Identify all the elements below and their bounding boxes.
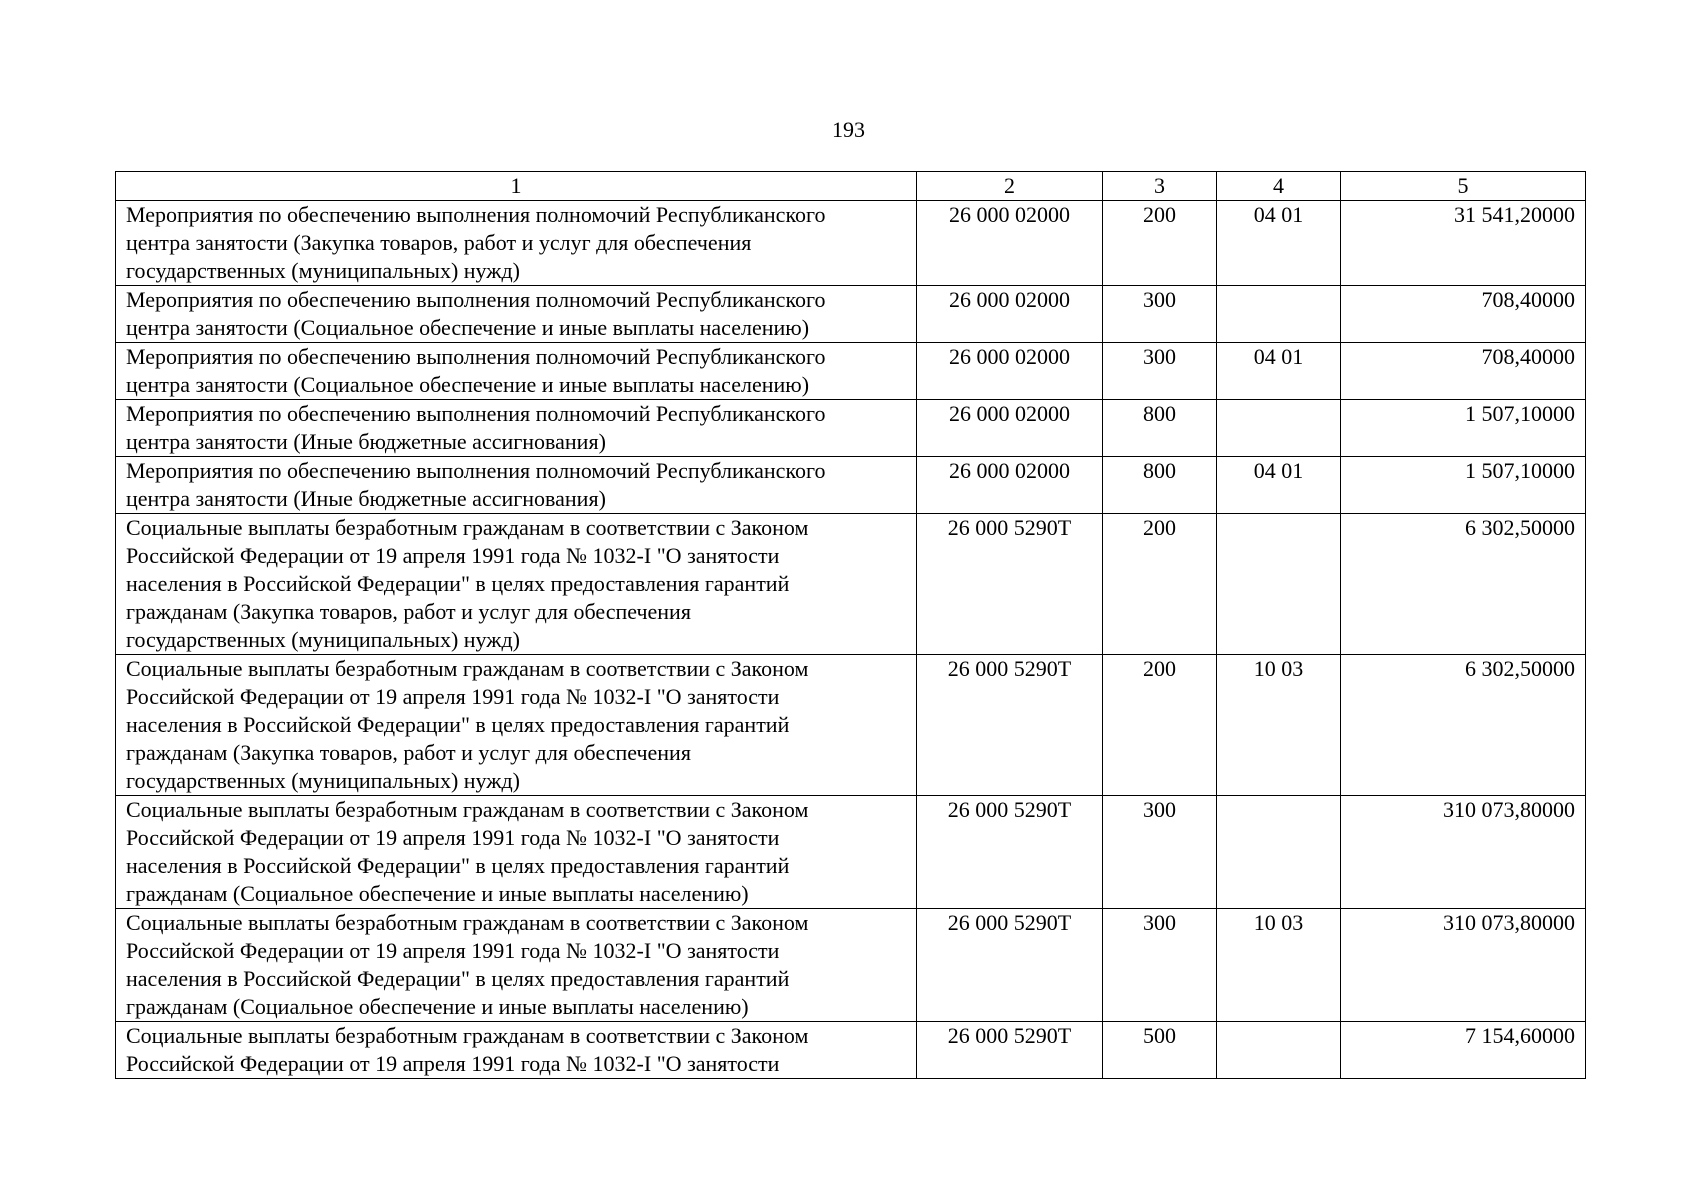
- expense-description-line: Российской Федерации от 19 апреля 1991 года № 1032-I "О занятости: [126, 543, 780, 568]
- table-row: [116, 1022, 1586, 1079]
- table-row: [116, 909, 1586, 1022]
- expense-description-line: Социальные выплаты безработным гражданам в соответствии с Законом: [126, 797, 809, 822]
- column-header-4: 4: [1217, 172, 1341, 201]
- expense-type-cell: 200: [1103, 201, 1217, 286]
- expense-description-line: Российской Федерации от 19 апреля 1991 года № 1032-I "О занятости: [126, 1051, 780, 1076]
- table-header-row: [116, 172, 1586, 201]
- expense-description-line: Социальные выплаты безработным гражданам в соответствии с Законом: [126, 656, 809, 681]
- expense-description-cell: [116, 909, 917, 1022]
- table-row: [116, 514, 1586, 655]
- expense-description-cell: [116, 400, 917, 457]
- expense-description-line: населения в Российской Федерации" в целях предоставления гарантий: [126, 966, 790, 991]
- expense-description-line: Российской Федерации от 19 апреля 1991 года № 1032-I "О занятости: [126, 938, 780, 963]
- expense-description-line: населения в Российской Федерации" в целях предоставления гарантий: [126, 571, 790, 596]
- expense-description-cell: [116, 286, 917, 343]
- expense-description-cell: [116, 514, 917, 655]
- expense-description-line: Мероприятия по обеспечению выполнения полномочий Республиканского: [126, 344, 826, 369]
- amount-cell: 1 507,10000: [1341, 400, 1586, 457]
- target-article-cell: 26 000 02000: [917, 457, 1103, 514]
- amount-cell: 708,40000: [1341, 343, 1586, 400]
- expense-description-line: Мероприятия по обеспечению выполнения полномочий Республиканского: [126, 202, 826, 227]
- expense-description-line: гражданам (Социальное обеспечение и иные выплаты населению): [126, 994, 749, 1019]
- expense-description-line: гражданам (Закупка товаров, работ и услуг для обеспечения: [126, 599, 691, 624]
- expense-type-cell: 200: [1103, 655, 1217, 796]
- section-subsection-cell: 10 03: [1217, 909, 1341, 1022]
- amount-cell: 310 073,80000: [1341, 796, 1586, 909]
- expense-type-cell: 300: [1103, 343, 1217, 400]
- expense-description-line: центра занятости (Закупка товаров, работ и услуг для обеспечения: [126, 230, 752, 255]
- expense-description-cell: [116, 655, 917, 796]
- table-row: [116, 655, 1586, 796]
- expense-description-line: центра занятости (Иные бюджетные ассигнования): [126, 486, 606, 511]
- expense-description-cell: [116, 457, 917, 514]
- section-subsection-cell: [1217, 286, 1341, 343]
- target-article-cell: 26 000 02000: [917, 201, 1103, 286]
- column-header-3: 3: [1103, 172, 1217, 201]
- expense-description-line: Социальные выплаты безработным гражданам в соответствии с Законом: [126, 1023, 809, 1048]
- table-row: [116, 343, 1586, 400]
- amount-cell: 708,40000: [1341, 286, 1586, 343]
- section-subsection-cell: 04 01: [1217, 343, 1341, 400]
- target-article-cell: 26 000 5290Т: [917, 655, 1103, 796]
- amount-cell: 310 073,80000: [1341, 909, 1586, 1022]
- amount-cell: 1 507,10000: [1341, 457, 1586, 514]
- expense-description-cell: [116, 796, 917, 909]
- section-subsection-cell: [1217, 514, 1341, 655]
- amount-cell: 6 302,50000: [1341, 655, 1586, 796]
- section-subsection-cell: [1217, 400, 1341, 457]
- column-header-2: 2: [917, 172, 1103, 201]
- table-row: [116, 286, 1586, 343]
- target-article-cell: 26 000 5290Т: [917, 1022, 1103, 1079]
- amount-cell: 7 154,60000: [1341, 1022, 1586, 1079]
- table-row: [116, 457, 1586, 514]
- table-row: [116, 201, 1586, 286]
- expense-description-line: Российской Федерации от 19 апреля 1991 года № 1032-I "О занятости: [126, 684, 780, 709]
- expense-description-line: государственных (муниципальных) нужд): [126, 258, 520, 283]
- expense-description-cell: [116, 201, 917, 286]
- target-article-cell: 26 000 5290Т: [917, 909, 1103, 1022]
- target-article-cell: 26 000 5290Т: [917, 514, 1103, 655]
- expense-type-cell: 800: [1103, 457, 1217, 514]
- expense-description-line: центра занятости (Социальное обеспечение и иные выплаты населению): [126, 372, 810, 397]
- expense-type-cell: 500: [1103, 1022, 1217, 1079]
- expense-type-cell: 300: [1103, 286, 1217, 343]
- expense-description-line: гражданам (Социальное обеспечение и иные выплаты населению): [126, 881, 749, 906]
- expense-description-line: Российской Федерации от 19 апреля 1991 года № 1032-I "О занятости: [126, 825, 780, 850]
- expense-type-cell: 300: [1103, 909, 1217, 1022]
- expense-type-cell: 200: [1103, 514, 1217, 655]
- budget-table: [115, 171, 1586, 1079]
- section-subsection-cell: 10 03: [1217, 655, 1341, 796]
- target-article-cell: 26 000 02000: [917, 400, 1103, 457]
- expense-description-line: Социальные выплаты безработным гражданам в соответствии с Законом: [126, 910, 809, 935]
- expense-description-line: государственных (муниципальных) нужд): [126, 768, 520, 793]
- expense-description-line: населения в Российской Федерации" в целях предоставления гарантий: [126, 712, 790, 737]
- target-article-cell: 26 000 5290Т: [917, 796, 1103, 909]
- table-row: [116, 796, 1586, 909]
- expense-description-line: гражданам (Закупка товаров, работ и услуг для обеспечения: [126, 740, 691, 765]
- amount-cell: 6 302,50000: [1341, 514, 1586, 655]
- section-subsection-cell: 04 01: [1217, 201, 1341, 286]
- amount-cell: 31 541,20000: [1341, 201, 1586, 286]
- expense-type-cell: 300: [1103, 796, 1217, 909]
- target-article-cell: 26 000 02000: [917, 286, 1103, 343]
- expense-description-line: Социальные выплаты безработным гражданам в соответствии с Законом: [126, 515, 809, 540]
- expense-description-line: Мероприятия по обеспечению выполнения полномочий Республиканского: [126, 287, 826, 312]
- expense-description-line: Мероприятия по обеспечению выполнения полномочий Республиканского: [126, 458, 826, 483]
- expense-description-cell: [116, 1022, 917, 1079]
- expense-description-line: центра занятости (Социальное обеспечение и иные выплаты населению): [126, 315, 810, 340]
- expense-description-line: Мероприятия по обеспечению выполнения полномочий Республиканского: [126, 401, 826, 426]
- section-subsection-cell: [1217, 1022, 1341, 1079]
- column-header-1: 1: [116, 172, 917, 201]
- column-header-5: 5: [1341, 172, 1586, 201]
- target-article-cell: 26 000 02000: [917, 343, 1103, 400]
- table-row: [116, 400, 1586, 457]
- page-number: 193: [832, 117, 865, 142]
- section-subsection-cell: 04 01: [1217, 457, 1341, 514]
- section-subsection-cell: [1217, 796, 1341, 909]
- expense-description-line: государственных (муниципальных) нужд): [126, 627, 520, 652]
- expense-description-line: центра занятости (Иные бюджетные ассигнования): [126, 429, 606, 454]
- expense-description-cell: [116, 343, 917, 400]
- expense-type-cell: 800: [1103, 400, 1217, 457]
- expense-description-line: населения в Российской Федерации" в целях предоставления гарантий: [126, 853, 790, 878]
- table-body: [116, 201, 1586, 1079]
